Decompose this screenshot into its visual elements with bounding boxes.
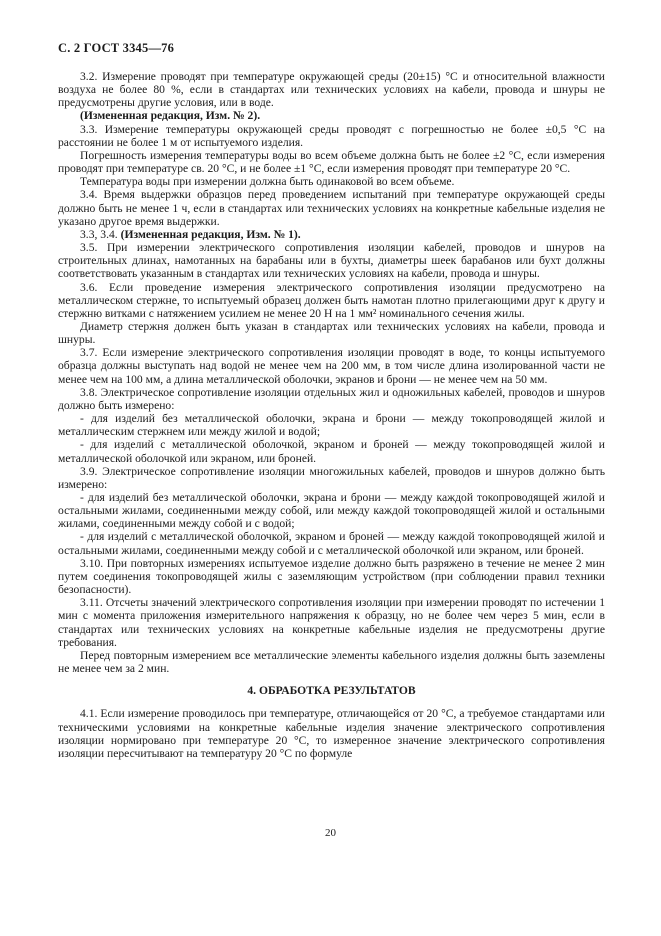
paragraph xyxy=(58,241,605,280)
bold-text-run: (Измененная редакция, Изм. № 1). xyxy=(120,227,301,241)
paragraph xyxy=(58,465,605,491)
paragraph xyxy=(58,188,605,227)
text-run: 3.7. Если измерение электрического сопротивления изоляции проводят в воде, то концы испытуемого образца должны выступать над водой не менее чем на 200 мм, в том числе длина изолированной части не менее чем на 100 мм, а длина металлической оболочки, экранов и брони — не менее чем на 50 мм. xyxy=(58,346,605,386)
text-run: 3.9. Электрическое сопротивление изоляции многожильных кабелей, проводов и шнуров должно быть измерено: xyxy=(58,464,605,491)
paragraph xyxy=(58,346,605,385)
paragraph xyxy=(58,320,605,346)
text-run: Погрешность измерения температуры воды во всем объеме должна быть не более ±2 °С, если измерения проводят при температуре св. 20 °С, и не более ±1 °С, если измерения проводят при температуре 20 °С. xyxy=(58,148,605,176)
text-run: 3.6. Если проведение измерения электрического сопротивления изоляции предусмотрено на металлическом стержне, то испытуемый образец должен быть намотан плотно прилегающими друг к другу и стержню витками с натяжением усилием не менее 20 Н на 1 мм² номинального сечения жилы. xyxy=(58,280,605,320)
text-run: 4.1. Если измерение проводилось при температуре, отличающейся от 20 °С, а требуемое стандартами или техническими условиями на конкретные кабельные изделия значение электрического сопротивления изоляции нормировано при температуре 20 °С, то измеренное значение электрического сопротивления изоляции пересчитывают на температуру 20 °С по формуле xyxy=(58,707,605,760)
paragraph xyxy=(58,281,605,320)
text-run: 3.10. При повторных измерениях испытуемое изделие должно быть разряжено в течение не менее 2 мин путем соединения токопроводящей жилы с заземляющим устройством (при соблюдении правил техники безопасности). xyxy=(58,556,605,597)
paragraph xyxy=(58,438,605,464)
text-run: 3.2. Измерение проводят при температуре окружающей среды (20±15) °С и относительной влажности воздуха не более 80 %, если в стандартах или технических условиях на кабели, провода и шнуры не предусмотрены другие условия, или в воде. xyxy=(58,70,605,110)
paragraph xyxy=(58,149,605,175)
paragraph xyxy=(58,649,605,675)
paragraph xyxy=(58,530,605,556)
paragraph xyxy=(58,109,605,122)
paragraph xyxy=(58,175,605,188)
paragraph xyxy=(58,386,605,412)
paragraph xyxy=(58,70,605,109)
paragraph xyxy=(58,557,605,596)
paragraph xyxy=(58,596,605,649)
page-number: 20 xyxy=(325,827,336,839)
text-run: 3.3. Измерение температуры окружающей среды проводят с погрешностью не более ±0,5 °С на расстоянии не более 1 м от испытуемого изделия. xyxy=(58,122,605,149)
text-run: 3.11. Отсчеты значений электрического сопротивления изоляции при измерении проводят по истечении 1 мин с момента приложения измерительного напряжения к образцу, но не более чем через 5 мин, если в стандартах или технических условиях на конкретные кабельные изделия не предусмотрены другие требования. xyxy=(58,596,605,649)
text-run: Температура воды при измерении должна быть одинаковой во всем объеме. xyxy=(80,175,455,189)
document-body xyxy=(58,70,605,760)
text-run: 3.5. При измерении электрического сопротивления изоляции кабелей, проводов и шнуров на строительных длинах, намотанных на барабаны или в бухты, диаметры шеек барабанов или бухт должны соответствовать указанным в стандартах или технических условиях на кабели, провода и шнуры. xyxy=(58,241,605,281)
paragraph xyxy=(58,123,605,149)
text-run: Перед повторным измерением все металлические элементы кабельного изделия должны быть заземлены не менее чем за 2 мин. xyxy=(58,648,605,676)
bold-text-run: (Измененная редакция, Изм. № 2). xyxy=(80,109,261,123)
paragraph xyxy=(58,707,605,760)
page-header: С. 2 ГОСТ 3345—76 xyxy=(58,41,175,55)
paragraph xyxy=(58,228,605,241)
text-run: - для изделий без металлической оболочки, экрана и брони — между токопроводящей жилой и металлическим стержнем или между жилой и водой; xyxy=(58,412,605,439)
text-run: 3.3, 3.4. xyxy=(80,227,121,241)
bold-text-run: 4. ОБРАБОТКА РЕЗУЛЬТАТОВ xyxy=(247,684,416,698)
text-run: - для изделий с металлической оболочкой, экраном и броней — между каждой токопроводящей жилой и остальными жилами, соединенными между собой и с металлической оболочкой или экраном, или броней. xyxy=(58,530,605,557)
text-run: - для изделий без металлической оболочки, экрана и брони — между каждой токопроводящей жилой и остальными жилами, соединенными между собой, или между каждой токопроводящей жилой и остальными жилами, соединенными между собой и с водой; xyxy=(58,491,605,531)
text-run: 3.8. Электрическое сопротивление изоляции отдельных жил и одножильных кабелей, проводов и шнуров должно быть измерено: xyxy=(58,385,605,412)
paragraph xyxy=(58,491,605,530)
text-run: Диаметр стержня должен быть указан в стандартах или технических условиях на кабели, провода и шнуры. xyxy=(58,319,605,347)
section-heading xyxy=(58,684,605,697)
text-run: - для изделий с металлической оболочкой, экраном и броней — между токопроводящей жилой и металлической оболочкой или экраном, или броней. xyxy=(58,438,605,465)
text-run: 3.4. Время выдержки образцов перед проведением испытаний при температуре окружающей среды должно быть не менее 1 ч, если в стандартах или технических условиях на конкретные кабельные изделия не указано другое время выдержки. xyxy=(58,188,605,228)
paragraph xyxy=(58,412,605,438)
